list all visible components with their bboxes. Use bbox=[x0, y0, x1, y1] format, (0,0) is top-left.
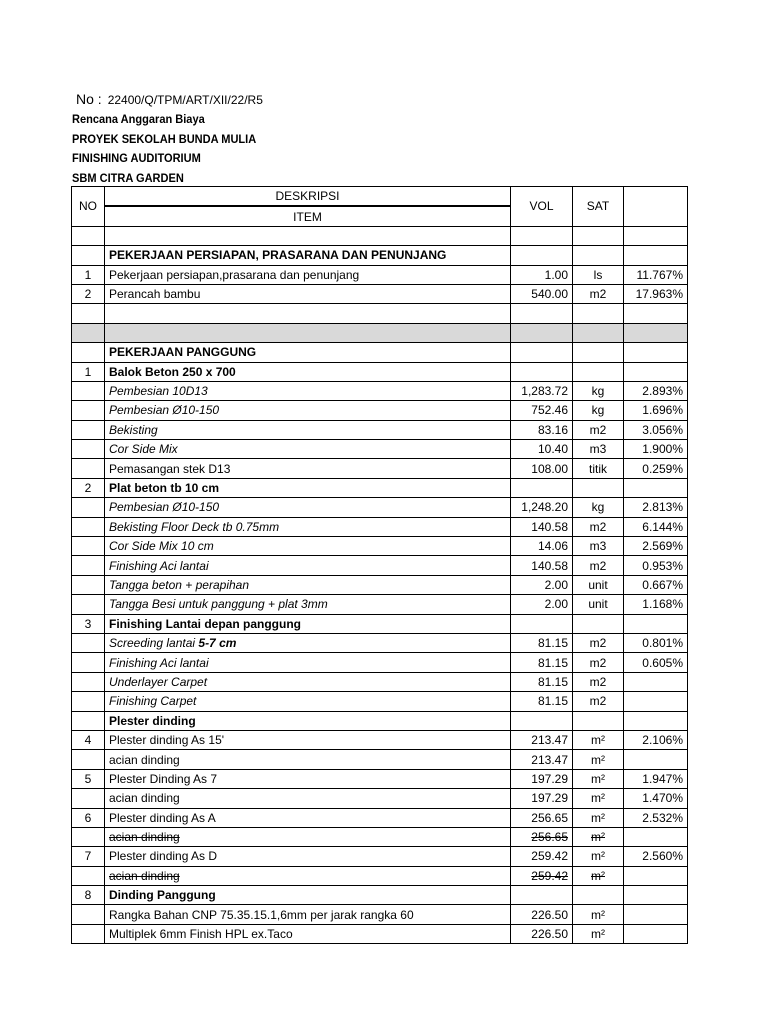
row-volume: 259.42 bbox=[511, 866, 573, 885]
row-number bbox=[72, 459, 105, 478]
row-percent bbox=[624, 886, 688, 905]
row-item: Multiplek 6mm Finish HPL ex.Taco bbox=[105, 924, 511, 943]
table-row bbox=[72, 323, 688, 342]
row-number bbox=[72, 401, 105, 420]
row-number bbox=[72, 633, 105, 652]
row-item-text: Screeding lantai bbox=[109, 636, 199, 651]
table-row bbox=[72, 265, 688, 284]
row-item: acian dinding bbox=[105, 827, 511, 846]
row-unit: m2 bbox=[573, 420, 624, 439]
row-percent bbox=[624, 750, 688, 769]
row-number: 7 bbox=[72, 847, 105, 866]
row-item bbox=[105, 323, 511, 342]
row-number bbox=[72, 924, 105, 943]
row-percent bbox=[624, 478, 688, 497]
row-percent: 3.056% bbox=[624, 420, 688, 439]
row-number: 2 bbox=[72, 478, 105, 497]
table-row bbox=[72, 440, 688, 459]
row-number bbox=[72, 789, 105, 808]
row-volume: 1.00 bbox=[511, 265, 573, 284]
row-unit: m3 bbox=[573, 537, 624, 556]
row-number bbox=[72, 827, 105, 846]
document-header bbox=[72, 90, 272, 188]
row-item: Pembesian 10D13 bbox=[105, 381, 511, 400]
row-item: Plat beton tb 10 cm bbox=[105, 478, 511, 497]
col-header-no: NO bbox=[72, 187, 105, 227]
row-item: acian dinding bbox=[105, 866, 511, 885]
row-percent: 1.470% bbox=[624, 789, 688, 808]
table-row bbox=[72, 808, 688, 827]
row-number bbox=[72, 653, 105, 672]
table-row bbox=[72, 711, 688, 730]
row-item: Plester dinding As A bbox=[105, 808, 511, 827]
row-percent: 0.259% bbox=[624, 459, 688, 478]
row-unit: m2 bbox=[573, 284, 624, 303]
row-unit: m² bbox=[573, 924, 624, 943]
row-item: Perancah bambu bbox=[105, 284, 511, 303]
row-item: Plester dinding As D bbox=[105, 847, 511, 866]
table-row bbox=[72, 924, 688, 943]
row-volume: 2.00 bbox=[511, 595, 573, 614]
table-row bbox=[72, 789, 688, 808]
table-row bbox=[72, 517, 688, 536]
table-header-row bbox=[72, 187, 688, 207]
table-row bbox=[72, 420, 688, 439]
row-number bbox=[72, 672, 105, 691]
row-percent bbox=[624, 866, 688, 885]
row-item: Tangga beton + perapihan bbox=[105, 575, 511, 594]
row-unit bbox=[573, 246, 624, 265]
row-item: Rangka Bahan CNP 75.35.15.1,6mm per jarak rangka 60 bbox=[105, 905, 511, 924]
table-row bbox=[72, 381, 688, 400]
row-item: Plester Dinding As 7 bbox=[105, 769, 511, 788]
row-item: Finishing Aci lantai bbox=[105, 653, 511, 672]
budget-table bbox=[71, 186, 688, 944]
row-percent bbox=[624, 614, 688, 633]
row-unit: m2 bbox=[573, 556, 624, 575]
row-unit bbox=[573, 614, 624, 633]
row-number: 5 bbox=[72, 769, 105, 788]
row-number bbox=[72, 226, 105, 245]
row-percent: 6.144% bbox=[624, 517, 688, 536]
row-number: 1 bbox=[72, 362, 105, 381]
document-number-line bbox=[72, 90, 272, 110]
row-unit: kg bbox=[573, 381, 624, 400]
row-unit bbox=[573, 711, 624, 730]
row-volume bbox=[511, 226, 573, 245]
row-item: Pekerjaan persiapan,prasarana dan penunjang bbox=[105, 265, 511, 284]
row-percent: 0.801% bbox=[624, 633, 688, 652]
row-percent bbox=[624, 672, 688, 691]
row-volume bbox=[511, 614, 573, 633]
row-volume bbox=[511, 304, 573, 323]
row-percent: 1.168% bbox=[624, 595, 688, 614]
row-percent bbox=[624, 304, 688, 323]
row-item: Cor Side Mix 10 cm bbox=[105, 537, 511, 556]
row-item: acian dinding bbox=[105, 750, 511, 769]
row-percent bbox=[624, 362, 688, 381]
row-volume bbox=[511, 323, 573, 342]
table-row bbox=[72, 692, 688, 711]
row-percent: 2.560% bbox=[624, 847, 688, 866]
location-name: SBM CITRA GARDEN bbox=[72, 170, 184, 185]
table-body bbox=[72, 226, 688, 943]
table-row bbox=[72, 905, 688, 924]
table-row bbox=[72, 769, 688, 788]
row-percent bbox=[624, 343, 688, 362]
row-number bbox=[72, 537, 105, 556]
row-volume: 256.65 bbox=[511, 827, 573, 846]
table-row bbox=[72, 575, 688, 594]
row-unit bbox=[573, 226, 624, 245]
row-percent: 2.569% bbox=[624, 537, 688, 556]
row-percent: 1.947% bbox=[624, 769, 688, 788]
row-percent bbox=[624, 924, 688, 943]
table-row bbox=[72, 886, 688, 905]
table-row bbox=[72, 537, 688, 556]
row-percent: 11.767% bbox=[624, 265, 688, 284]
row-unit: kg bbox=[573, 401, 624, 420]
row-item: Balok Beton 250 x 700 bbox=[105, 362, 511, 381]
row-number bbox=[72, 556, 105, 575]
row-number bbox=[72, 246, 105, 265]
row-item: Underlayer Carpet bbox=[105, 672, 511, 691]
row-volume: 256.65 bbox=[511, 808, 573, 827]
row-item: Plester dinding As 15' bbox=[105, 730, 511, 749]
table-row bbox=[72, 284, 688, 303]
row-percent: 2.106% bbox=[624, 730, 688, 749]
row-item-emphasis: 5-7 cm bbox=[198, 636, 237, 651]
row-volume: 226.50 bbox=[511, 905, 573, 924]
table-row bbox=[72, 478, 688, 497]
row-volume: 259.42 bbox=[511, 847, 573, 866]
row-item bbox=[105, 633, 511, 652]
row-unit bbox=[573, 362, 624, 381]
row-item: Bekisting Floor Deck tb 0.75mm bbox=[105, 517, 511, 536]
table-row bbox=[72, 401, 688, 420]
row-item: Cor Side Mix bbox=[105, 440, 511, 459]
row-volume: 81.15 bbox=[511, 672, 573, 691]
row-percent bbox=[624, 827, 688, 846]
row-volume: 1,248.20 bbox=[511, 498, 573, 517]
row-percent: 0.953% bbox=[624, 556, 688, 575]
table-row bbox=[72, 653, 688, 672]
table-row bbox=[72, 595, 688, 614]
col-header-item: ITEM bbox=[105, 206, 511, 226]
row-volume: 81.15 bbox=[511, 653, 573, 672]
project-name: PROYEK SEKOLAH BUNDA MULIA bbox=[72, 131, 257, 146]
row-volume: 197.29 bbox=[511, 769, 573, 788]
row-number: 4 bbox=[72, 730, 105, 749]
row-volume: 213.47 bbox=[511, 730, 573, 749]
col-header-description: DESKRIPSI bbox=[105, 187, 511, 207]
row-unit: m² bbox=[573, 827, 624, 846]
table-row bbox=[72, 343, 688, 362]
row-volume: 83.16 bbox=[511, 420, 573, 439]
table-row bbox=[72, 304, 688, 323]
table-row bbox=[72, 827, 688, 846]
row-unit: m² bbox=[573, 730, 624, 749]
row-percent: 17.963% bbox=[624, 284, 688, 303]
table-row bbox=[72, 730, 688, 749]
row-volume: 213.47 bbox=[511, 750, 573, 769]
row-number: 3 bbox=[72, 614, 105, 633]
table-row bbox=[72, 750, 688, 769]
row-volume: 81.15 bbox=[511, 692, 573, 711]
row-number: 8 bbox=[72, 886, 105, 905]
col-header-percent bbox=[624, 187, 688, 227]
row-volume: 1,283.72 bbox=[511, 381, 573, 400]
row-number bbox=[72, 498, 105, 517]
row-number bbox=[72, 381, 105, 400]
row-volume: 226.50 bbox=[511, 924, 573, 943]
row-unit bbox=[573, 304, 624, 323]
row-item bbox=[105, 304, 511, 323]
row-volume: 108.00 bbox=[511, 459, 573, 478]
row-percent: 0.605% bbox=[624, 653, 688, 672]
row-number bbox=[72, 517, 105, 536]
col-header-sat: SAT bbox=[573, 187, 624, 227]
row-unit: m² bbox=[573, 905, 624, 924]
row-unit: unit bbox=[573, 575, 624, 594]
document-number-label: No : bbox=[76, 91, 102, 107]
row-volume: 2.00 bbox=[511, 575, 573, 594]
row-unit: m2 bbox=[573, 672, 624, 691]
row-volume bbox=[511, 246, 573, 265]
row-percent bbox=[624, 323, 688, 342]
row-percent bbox=[624, 711, 688, 730]
table-row bbox=[72, 633, 688, 652]
table-row bbox=[72, 556, 688, 575]
row-number bbox=[72, 905, 105, 924]
row-number bbox=[72, 304, 105, 323]
row-number: 6 bbox=[72, 808, 105, 827]
row-volume: 14.06 bbox=[511, 537, 573, 556]
col-header-vol: VOL bbox=[511, 187, 573, 227]
row-number bbox=[72, 692, 105, 711]
row-volume: 81.15 bbox=[511, 633, 573, 652]
row-item: Tangga Besi untuk panggung + plat 3mm bbox=[105, 595, 511, 614]
row-item bbox=[105, 226, 511, 245]
row-percent bbox=[624, 692, 688, 711]
row-volume: 10.40 bbox=[511, 440, 573, 459]
table-row bbox=[72, 498, 688, 517]
table-row bbox=[72, 459, 688, 478]
scope-name: FINISHING AUDITORIUM bbox=[72, 151, 201, 165]
row-item: Bekisting bbox=[105, 420, 511, 439]
row-volume bbox=[511, 478, 573, 497]
document-title: Rencana Anggaran Biaya bbox=[72, 112, 205, 126]
row-number: 2 bbox=[72, 284, 105, 303]
document-number-value: 22400/Q/TPM/ART/XII/22/R5 bbox=[107, 93, 263, 107]
row-item: Plester dinding bbox=[105, 711, 511, 730]
row-unit: m² bbox=[573, 847, 624, 866]
row-volume: 140.58 bbox=[511, 556, 573, 575]
row-volume bbox=[511, 711, 573, 730]
row-number bbox=[72, 343, 105, 362]
row-unit: titik bbox=[573, 459, 624, 478]
row-number bbox=[72, 866, 105, 885]
row-unit bbox=[573, 343, 624, 362]
table-row bbox=[72, 614, 688, 633]
row-number: 1 bbox=[72, 265, 105, 284]
row-number bbox=[72, 711, 105, 730]
row-percent bbox=[624, 226, 688, 245]
row-item: Finishing Carpet bbox=[105, 692, 511, 711]
row-unit: unit bbox=[573, 595, 624, 614]
row-volume: 197.29 bbox=[511, 789, 573, 808]
row-item: Pembesian Ø10-150 bbox=[105, 401, 511, 420]
row-volume bbox=[511, 362, 573, 381]
row-unit: kg bbox=[573, 498, 624, 517]
row-volume: 540.00 bbox=[511, 284, 573, 303]
row-item: PEKERJAAN PERSIAPAN, PRASARANA DAN PENUNJANG bbox=[105, 246, 511, 265]
row-percent: 0.667% bbox=[624, 575, 688, 594]
row-number bbox=[72, 420, 105, 439]
row-volume: 752.46 bbox=[511, 401, 573, 420]
row-item: PEKERJAAN PANGGUNG bbox=[105, 343, 511, 362]
row-item: Pemasangan stek D13 bbox=[105, 459, 511, 478]
row-item: Dinding Panggung bbox=[105, 886, 511, 905]
row-unit: m² bbox=[573, 769, 624, 788]
row-item: acian dinding bbox=[105, 789, 511, 808]
row-number bbox=[72, 750, 105, 769]
row-percent: 2.893% bbox=[624, 381, 688, 400]
row-unit bbox=[573, 886, 624, 905]
row-number bbox=[72, 595, 105, 614]
row-number bbox=[72, 575, 105, 594]
row-item: Finishing Aci lantai bbox=[105, 556, 511, 575]
row-unit: m² bbox=[573, 750, 624, 769]
row-unit: m2 bbox=[573, 517, 624, 536]
row-volume: 140.58 bbox=[511, 517, 573, 536]
row-percent: 1.900% bbox=[624, 440, 688, 459]
row-percent: 1.696% bbox=[624, 401, 688, 420]
row-percent bbox=[624, 905, 688, 924]
row-unit: m2 bbox=[573, 692, 624, 711]
table-row bbox=[72, 866, 688, 885]
row-percent bbox=[624, 246, 688, 265]
table-row bbox=[72, 847, 688, 866]
row-unit bbox=[573, 478, 624, 497]
row-unit: m2 bbox=[573, 633, 624, 652]
row-number bbox=[72, 440, 105, 459]
row-item: Finishing Lantai depan panggung bbox=[105, 614, 511, 633]
table-row bbox=[72, 672, 688, 691]
row-volume bbox=[511, 343, 573, 362]
table-row bbox=[72, 362, 688, 381]
row-unit: m² bbox=[573, 789, 624, 808]
table-row bbox=[72, 246, 688, 265]
row-unit: m² bbox=[573, 808, 624, 827]
row-unit: m3 bbox=[573, 440, 624, 459]
table-row bbox=[72, 226, 688, 245]
row-percent: 2.813% bbox=[624, 498, 688, 517]
row-item: Pembesian Ø10-150 bbox=[105, 498, 511, 517]
row-number bbox=[72, 323, 105, 342]
row-unit bbox=[573, 323, 624, 342]
row-volume bbox=[511, 886, 573, 905]
row-unit: ls bbox=[573, 265, 624, 284]
row-unit: m2 bbox=[573, 653, 624, 672]
row-percent: 2.532% bbox=[624, 808, 688, 827]
row-unit: m² bbox=[573, 866, 624, 885]
